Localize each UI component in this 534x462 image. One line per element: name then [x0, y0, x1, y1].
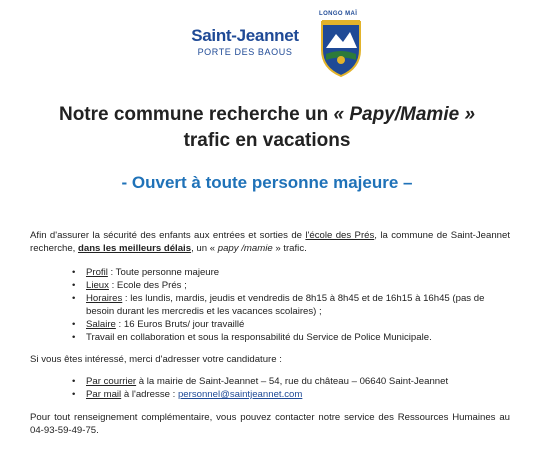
contact-paragraph: Pour tout renseignement complémentaire, vous pouvez contacter notre service des Ressources Humaines au 04-93-59-49-75.: [30, 412, 510, 436]
subtitle: - Ouvert à toute personne majeure –: [121, 173, 413, 192]
list-item: • Par mail à l'adresse : personnel@saintjeannet.com: [86, 388, 510, 401]
crest-icon: [312, 10, 370, 78]
list-item: • Lieux : Ecole des Prés ;: [86, 279, 510, 292]
list-item: • Horaires : les lundis, mardis, jeudis et vendredis de 8h15 à 8h45 et de 16h15 à 16h45 (pas de besoin durant les mercredis et les vacances scolaires) ;: [86, 292, 510, 318]
school-name: l'école des Prés: [305, 230, 375, 241]
intro-paragraph: Afin d'assurer la sécurité des enfants aux entrées et sorties de l'école des Prés, la commune de Saint-Jeannet recherche, dans les meilleurs délais, un « papy /mamie » trafic.: [30, 230, 510, 254]
details-list: [30, 266, 510, 344]
urgent-text: dans les meilleurs délais: [78, 243, 192, 254]
logo-name: Saint-Jeannet: [191, 26, 299, 45]
page-title: Notre commune recherche un « Papy/Mamie » trafic en vacations: [58, 104, 476, 151]
list-item: • Travail en collaboration et sous la responsabilité du Service de Police Municipale.: [86, 331, 510, 344]
logo: [180, 10, 370, 80]
apply-list: [30, 375, 510, 401]
list-item: • Salaire : 16 Euros Bruts/ jour travaillé: [86, 318, 510, 331]
email-link[interactable]: personnel@saintjeannet.com: [177, 389, 303, 400]
document-body: [30, 229, 510, 437]
title-line2: trafic en vacations: [183, 130, 351, 151]
logo-subtitle: PORTE DES BAOUS: [197, 47, 293, 57]
title-emphasis: « Papy/Mamie »: [333, 104, 476, 125]
list-item: • Profil : Toute personne majeure: [86, 266, 510, 279]
apply-intro: Si vous êtes intéressé, merci d'adresser votre candidature :: [30, 354, 282, 365]
list-item: • Par courrier à la mairie de Saint-Jeannet – 54, rue du château – 06640 Saint-Jeannet: [86, 375, 510, 388]
logo-motto: LONGO MAÏ: [319, 11, 358, 17]
role-text: papy /mamie: [217, 243, 273, 254]
